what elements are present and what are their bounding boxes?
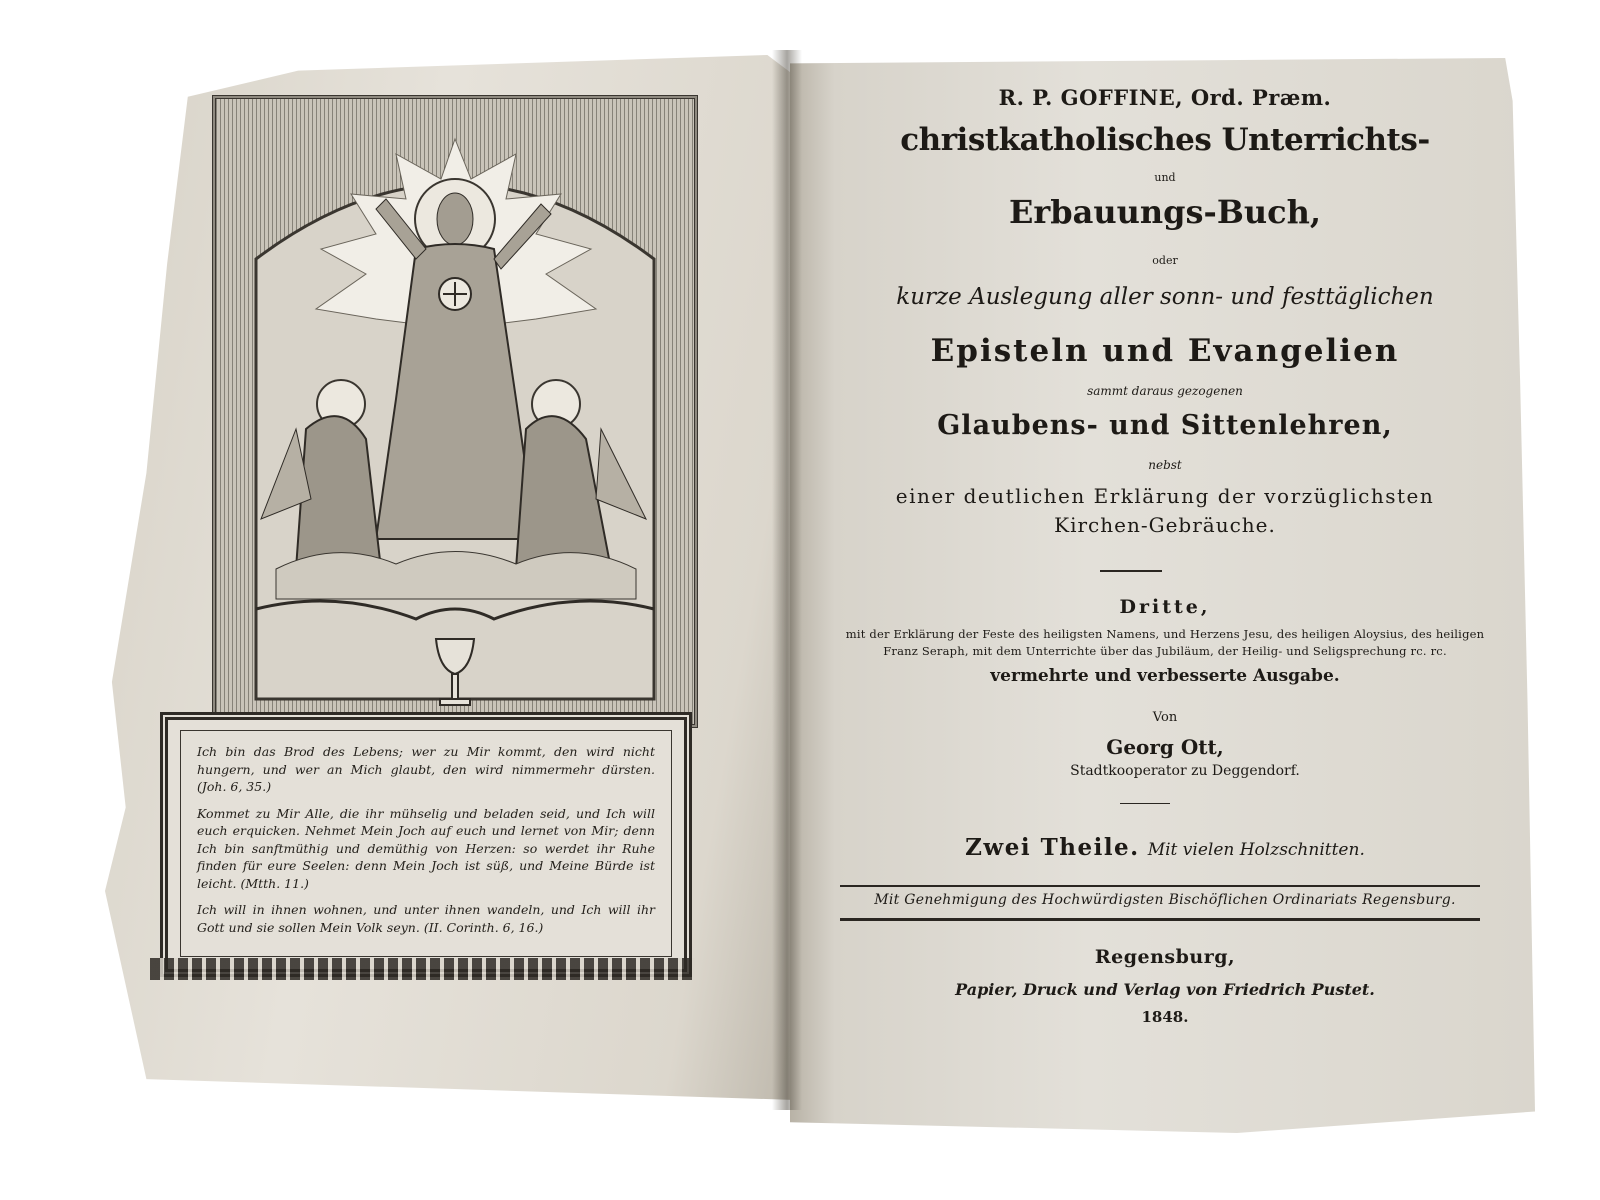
verses-text [180, 730, 672, 957]
verse-3: Ich will in ihnen wohnen, und unter ihnen wandeln, und Ich will ihr Gott und sie sollen Mein Volk seyn. (II. Corinth. 6, 16.) [197, 902, 655, 935]
clouds [276, 552, 636, 600]
frontispiece-engraving [212, 95, 698, 728]
subtitle-line-2: Episteln und Evangelien [930, 333, 1400, 369]
subtitle-line-3: Glaubens- und Sittenlehren, [937, 410, 1393, 441]
ornament-border [150, 958, 695, 980]
parts-tail: Mit vielen Holzschnitten. [1147, 840, 1365, 860]
verse-2: Kommet zu Mir Alle, die ihr mühselig und beladen seid, und Ich will euch erquicken. Nehmet Mein Joch auf euch und lernet von Mir; denn Ich bin sanftmüthig und demüthig von Herzen: so werdet ihr Ruhe finden für eure Seelen: denn Mein Joch ist süß, und Meine Bürde ist leicht. (Mtth. 11.) [197, 805, 655, 891]
subtitle-line-5: Kirchen-Gebräuche. [1054, 513, 1276, 537]
title-line-1: christkatholisches Unterrichts- [900, 122, 1430, 158]
parts-bold: Zwei Theile. [965, 834, 1140, 861]
edition-tail: vermehrte und verbesserte Ausgabe. [990, 666, 1340, 686]
christ-head [437, 193, 473, 245]
engraving-art [216, 99, 694, 724]
approval-line: Mit Genehmigung des Hochwürdigsten Bischöflichen Ordinariats Regensburg. [874, 892, 1456, 908]
subtitle-line-1: kurze Auslegung aller sonn- und festtäglichen [896, 284, 1434, 310]
publication-place: Regensburg, [1094, 946, 1236, 968]
editor-role: Stadtkooperator zu Deggendorf. [1070, 763, 1300, 779]
divider-cross [1120, 803, 1170, 804]
divider-short [1100, 570, 1162, 572]
subtitle-line-4: einer deutlichen Erklärung der vorzüglichsten [895, 484, 1435, 508]
publisher-line: Papier, Druck und Verlag von Friedrich Pustet. [955, 980, 1375, 999]
author-name: R. P. GOFFINE, Ord. Præm. [998, 85, 1332, 110]
by-label: Von [1152, 710, 1178, 725]
edition-label: Dritte, [1119, 596, 1211, 618]
edition-description: mit der Erklärung der Feste des heiligsten Namens, und Herzens Jesu, des heiligen Aloysius, des heiligen Franz Seraph, mit dem Unterrichte über das Jubiläum, der Heilig- und Seligsprechung rc. rc. [845, 627, 1485, 658]
parts-line [820, 834, 1510, 861]
editor-name: Georg Ott, [1106, 735, 1224, 759]
connector-oder: oder [1152, 254, 1178, 267]
publication-year: 1848. [1141, 1008, 1189, 1026]
connector-sammt: sammt daraus gezogenen [1087, 384, 1243, 398]
connector-und: und [1154, 171, 1176, 184]
verse-1: Ich bin das Brod des Lebens; wer zu Mir kommt, den wird nicht hungern, und wer an Mich glaubt, den wird nimmermehr dürsten. (Joh. 6, 35.) [197, 744, 655, 794]
rule-bottom [840, 918, 1480, 921]
rule-top [840, 885, 1480, 887]
scripture-verses-box [160, 712, 692, 977]
book-gutter [772, 50, 802, 1110]
title-line-2: Erbauungs-Buch, [1008, 193, 1322, 231]
connector-nebst: nebst [1148, 458, 1182, 472]
